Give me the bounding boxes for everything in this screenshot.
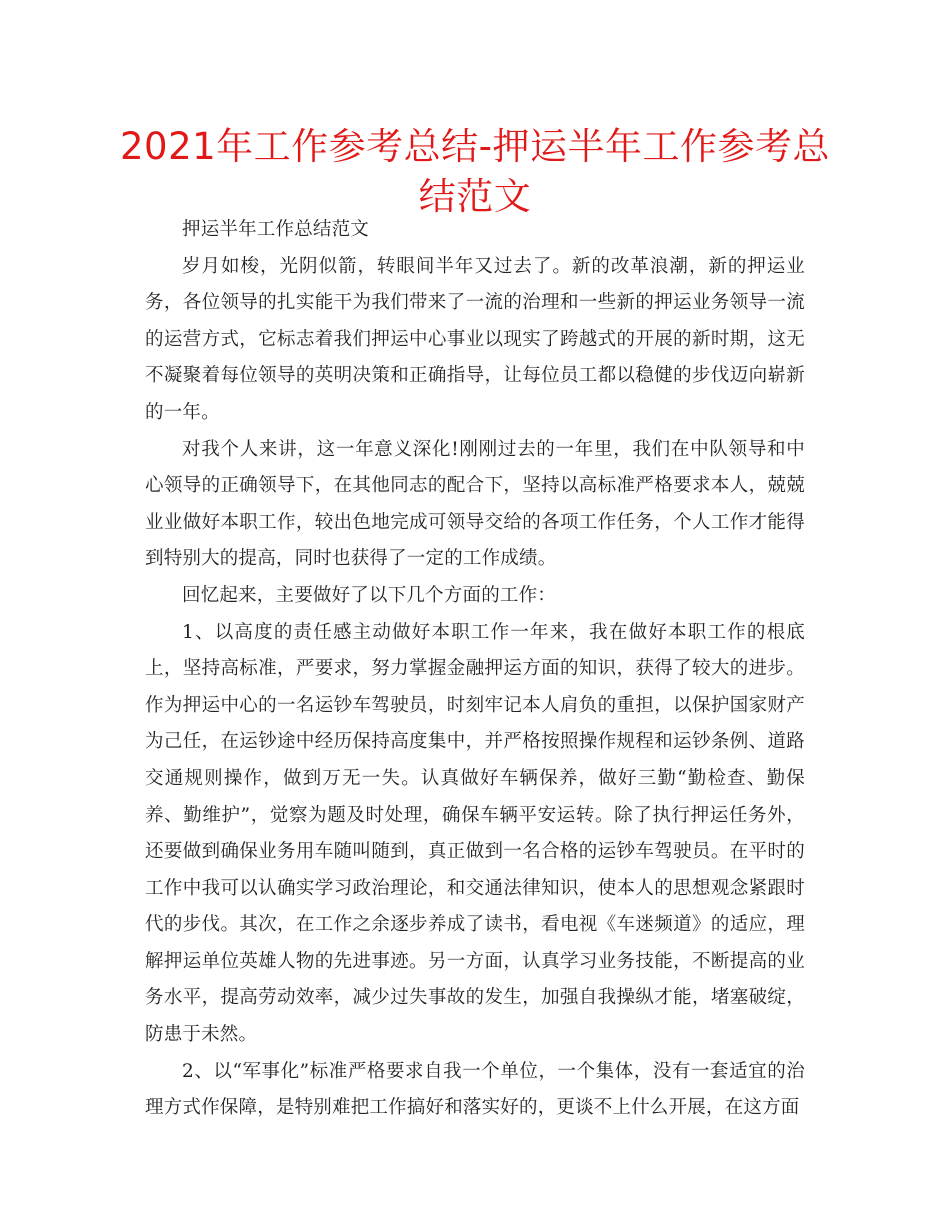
body-paragraph: 对我个人来讲，这一年意义深化!刚刚过去的一年里，我们在中队领导和中心领导的正确领导下，在其他同志的配合下，坚持以高标准严格要求本人，兢兢业业做好本职工作，较出色地完成可领导交给的各项工作任务，个人工作才能得到特别大的提高，同时也获得了一定的工作成绩。 <box>145 438 805 570</box>
body-paragraph: 岁月如梭，光阴似箭，转眼间半年又过去了。新的改革浪潮，新的押运业务，各位领导的扎实能干为我们带来了一流的治理和一些新的押运业务领导一流的运营方式，它标志着我们押运中心事业以现实了跨越式的开展的新时期，这无不凝聚着每位领导的英明决策和正确指导，让每位员工都以稳健的步伐迈向崭新的一年。 <box>145 255 805 423</box>
body-paragraph: 1、以高度的责任感主动做好本职工作一年来，我在做好本职工作的根底上，坚持高标准，严要求，努力掌握金融押运方面的知识，获得了较大的进步。作为押运中心的一名运钞车驾驶员，时刻牢记本人肩负的重担，以保护国家财产为己任，在运钞途中经历保持高度集中，并严格按照操作规程和运钞条例、道路交通规则操作，做到万无一失。认真做好车辆保养，做好三勤“勤检查、勤保养、勤维护”，觉察为题及时处理，确保车辆平安运转。除了执行押运任务外，还要做到确保业务用车随叫随到，真正做到一名合格的运钞车驾驶员。在平时的工作中我可以认确实学习政治理论，和交通法律知识，使本人的思想观念紧跟时代的步伐。其次，在工作之余逐步养成了读书，看电视《车迷频道》的适应，理解押运单位英雄人物的先进事迹。另一方面，认真学习业务技能，不断提高的业务水平，提高劳动效率，减少过失事故的发生，加强自我操纵才能，堵塞破绽，防患于未然。 <box>145 621 805 1046</box>
body-paragraph: 回忆起来，主要做好了以下几个方面的工作： <box>182 584 557 606</box>
document-title: 2021年工作参考总结-押运半年工作参考总结范文 <box>120 125 831 218</box>
body-paragraph: 2、以“军事化”标准严格要求自我一个单位，一个集体，没有一套适宜的治理方式作保障，是特别难把工作搞好和落实好的，更谈不上什么开展，在这方面 <box>145 1060 805 1119</box>
subtitle-paragraph: 押运半年工作总结范文 <box>182 219 370 240</box>
document-body <box>145 212 805 1127</box>
